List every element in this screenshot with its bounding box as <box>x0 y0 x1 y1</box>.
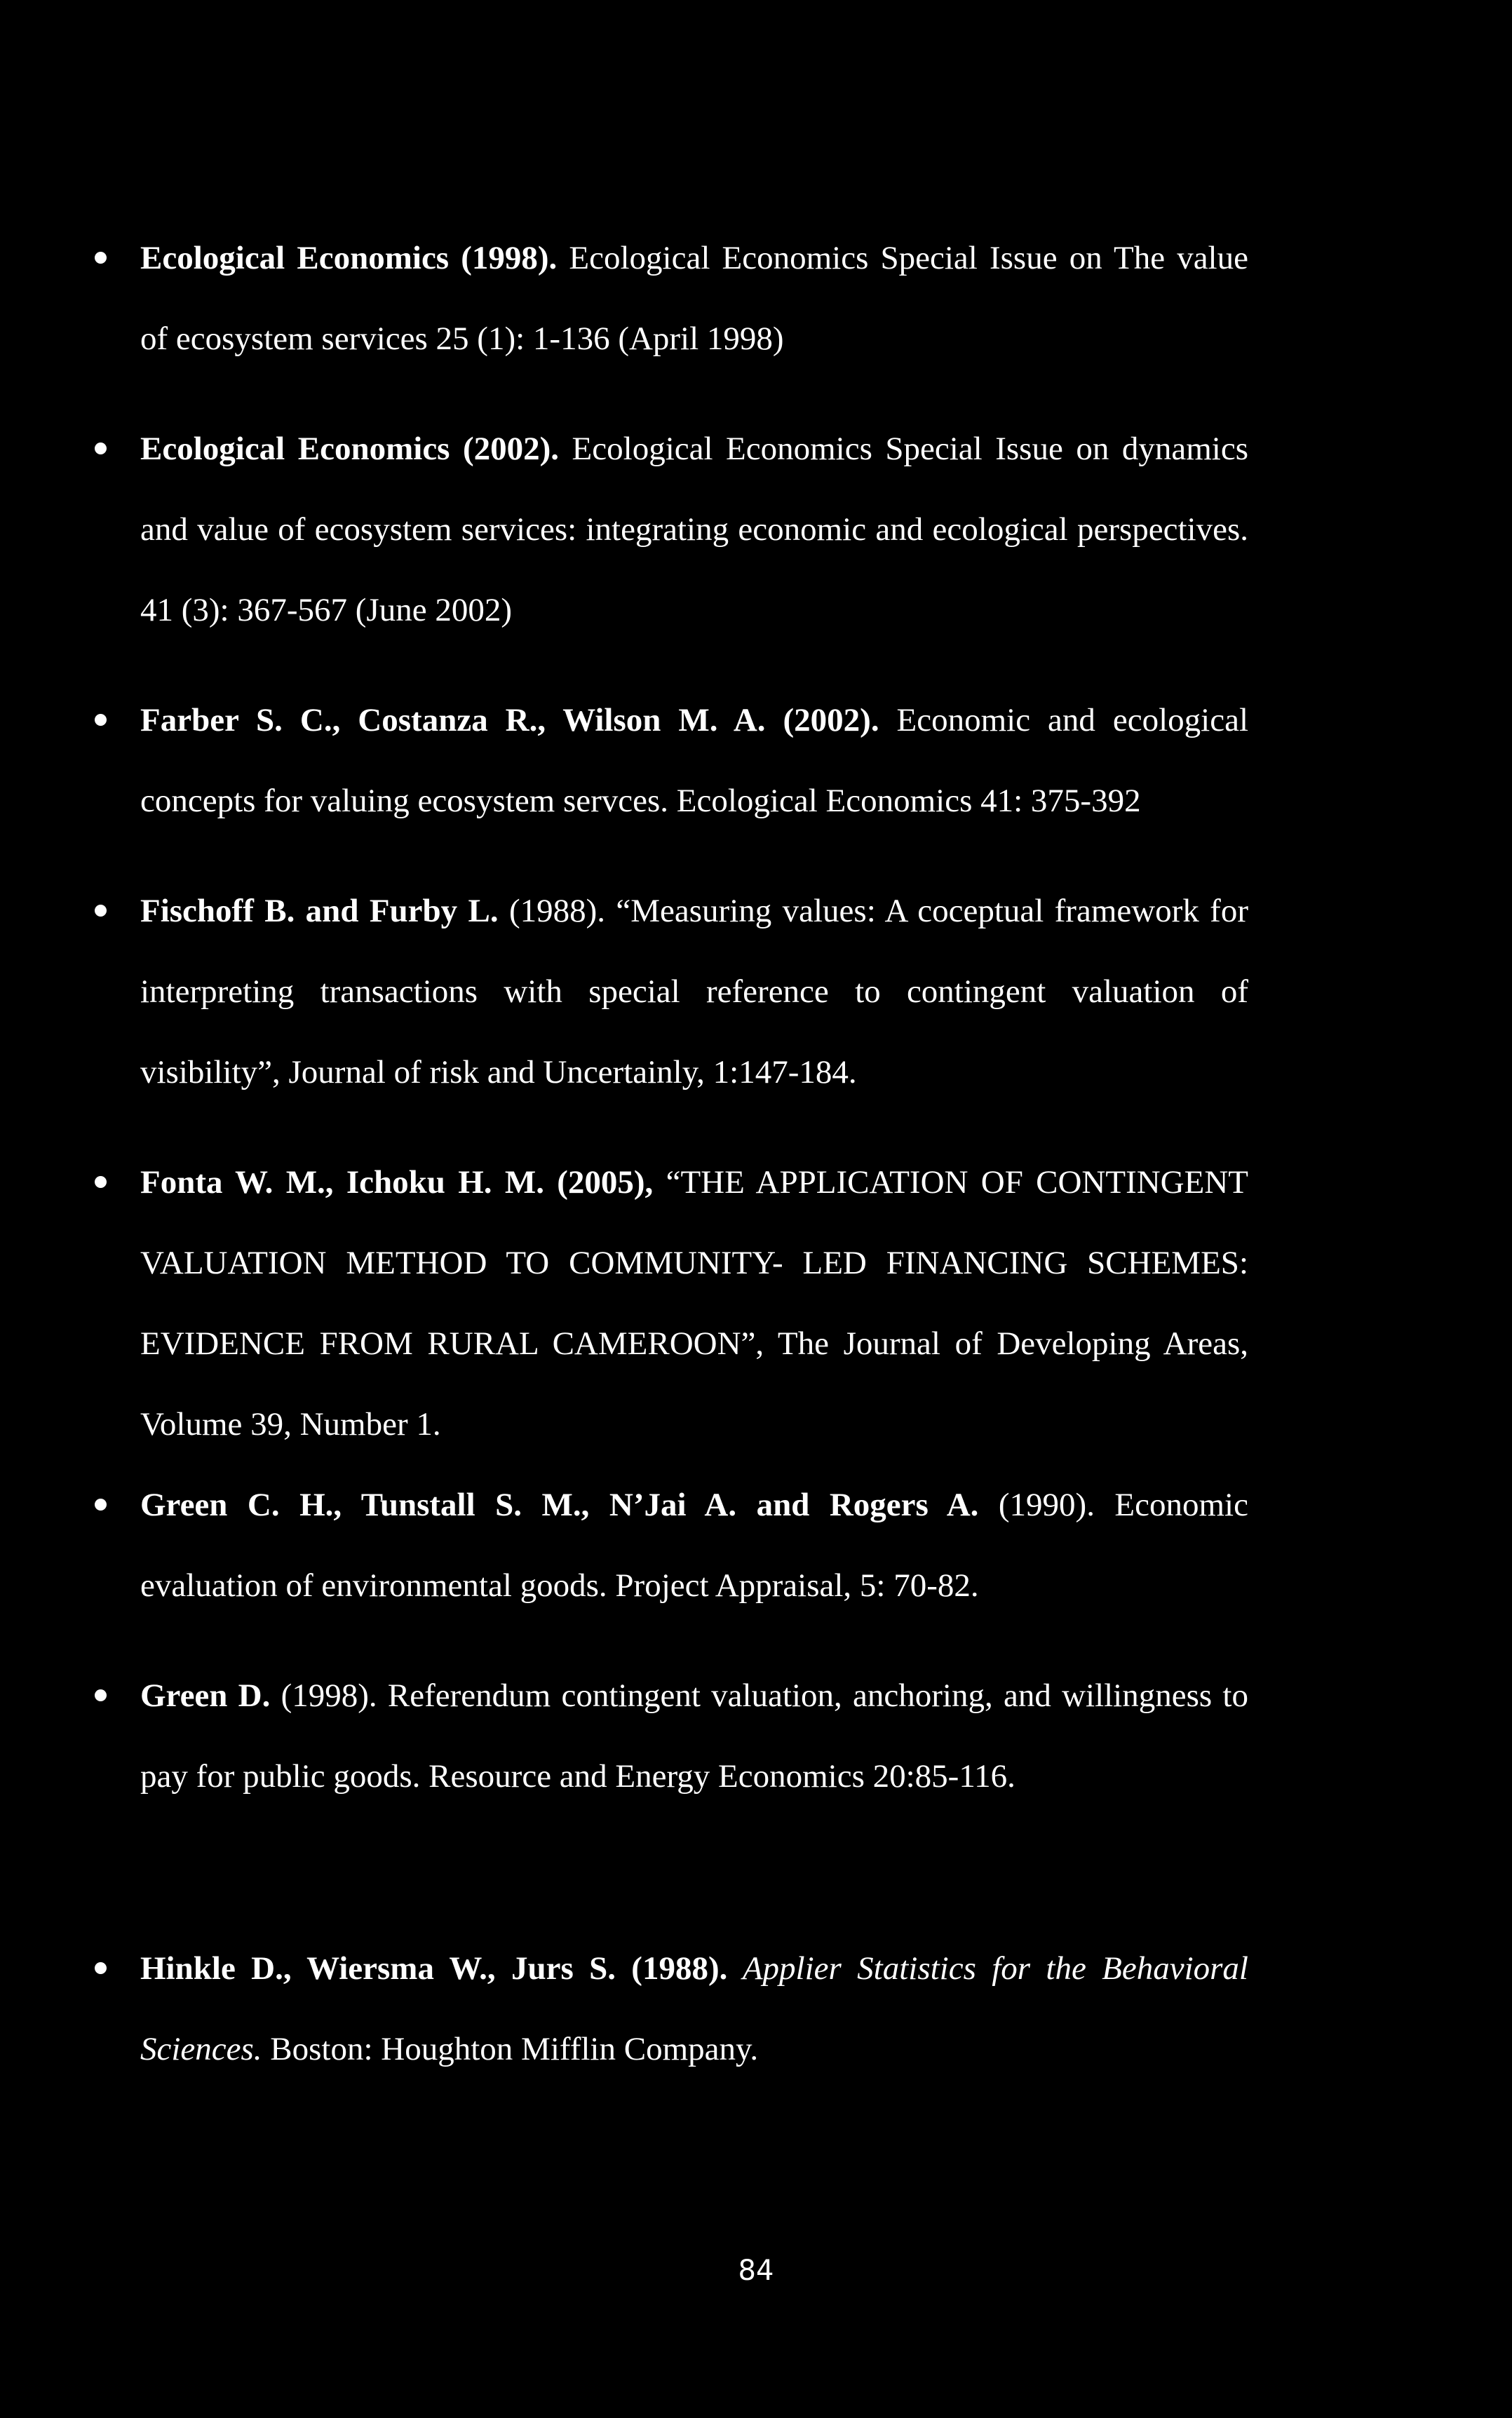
bullet-icon <box>95 714 107 726</box>
bullet-icon <box>95 443 107 454</box>
reference-text: (1990). Economic evaluation of environmental goods. Project Appraisal, 5: 70-82. <box>140 1487 1248 1604</box>
bullet-icon <box>95 905 107 917</box>
reference-book-title: Applier Statistics for the Behavioral Sciences. <box>140 1950 1248 2067</box>
page-number: 84 <box>738 2255 774 2287</box>
reference-authors: Ecological Economics (2002). <box>140 431 560 467</box>
reference-text: (1998). Referendum contingent valuation, anchoring, and willingness to pay for public goods. Resource and Energy Economics 20:85-116. <box>140 1677 1248 1795</box>
reference-authors: Fischoff B. and Furby L. <box>140 893 499 929</box>
reference-authors: Ecological Economics (1998). <box>140 240 558 276</box>
reference-authors: Green D. <box>140 1677 271 1714</box>
reference-item-farber-2002 <box>140 680 1248 842</box>
reference-text: Ecological Economics Special Issue on The value of ecosystem services 25 (1): 1-136 (April 1998) <box>140 240 1248 357</box>
reference-item-hinkle-1988 <box>140 1929 1248 2090</box>
reference-item-green-1990 <box>140 1465 1248 1626</box>
reference-text: Ecological Economics Special Issue on dynamics and value of ecosystem services: integrating economic and ecological perspectives. 41 (3): 367-567 (June 2002) <box>140 431 1248 628</box>
reference-authors: Green C. H., Tunstall S. M., N’Jai A. and Rogers A. <box>140 1487 979 1523</box>
reference-item-fischoff-1988 <box>140 871 1248 1113</box>
bullet-icon <box>95 1689 107 1701</box>
bullet-icon <box>95 1499 107 1511</box>
reference-text: Economic and ecological concepts for valuing ecosystem servces. Ecological Economics 41: 375-392 <box>140 702 1248 819</box>
reference-item-ecological-economics-2002 <box>140 409 1248 651</box>
reference-text: (1988). “Measuring values: A coceptual framework for interpreting transactions with special reference to contingent valuation of visibility”, Journal of risk and Uncertainly, 1:147-184. <box>140 893 1248 1090</box>
bullet-icon <box>95 252 107 264</box>
reference-authors: Fonta W. M., Ichoku H. M. (2005), <box>140 1164 654 1201</box>
reference-authors: Farber S. C., Costanza R., Wilson M. A. (2002). <box>140 702 879 738</box>
bullet-icon <box>95 1176 107 1188</box>
reference-authors: Hinkle D., Wiersma W., Jurs S. (1988). <box>140 1950 728 1987</box>
reference-item-green-1998 <box>140 1656 1248 1817</box>
bullet-icon <box>95 1962 107 1974</box>
reference-item-ecological-economics-1998 <box>140 218 1248 379</box>
reference-item-fonta-2005 <box>140 1142 1248 1465</box>
reference-text: “THE APPLICATION OF CONTINGENT VALUATION METHOD TO COMMUNITY- LED FINANCING SCHEMES: EVIDENCE FROM RURAL CAMEROON”, The Journal of Developing Areas, Volume 39, Number 1. <box>140 1164 1248 1443</box>
reference-text: Boston: Houghton Mifflin Company. <box>262 2031 759 2067</box>
